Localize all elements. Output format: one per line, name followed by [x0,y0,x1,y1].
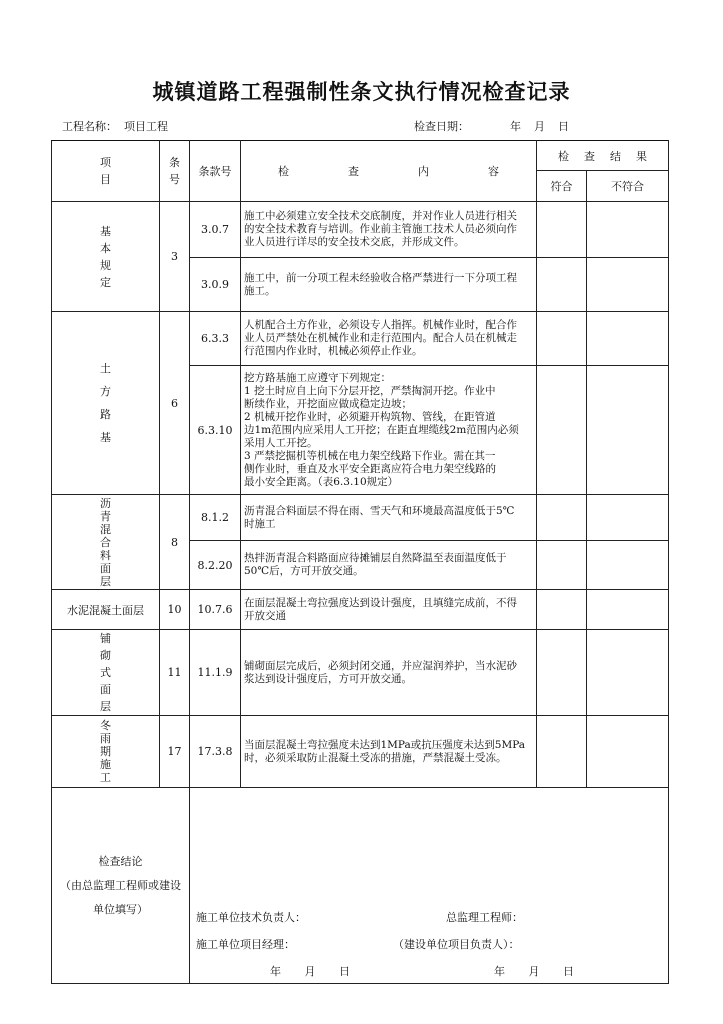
clause-number: 11.1.9 [190,630,241,716]
check-content: 施工中必须建立安全技术交底制度，并对作业人员进行相关 的安全技术教育与培训。作业前主管施工技术人员必须向作 业人员进行详尽的安全技术交底，并形成文件。 [241,202,537,258]
result-fail-cell[interactable] [587,258,669,312]
result-fail-cell[interactable] [587,366,669,495]
header-article: 条 号 [160,141,190,202]
right-date: 年 月 日 [494,965,574,978]
result-pass-cell[interactable] [537,366,587,495]
group-item-paving: 铺 砌 式 面 层 [52,630,160,716]
result-pass-cell[interactable] [537,590,587,630]
check-content: 铺砌面层完成后，必须封闭交通，并应湿润养护，当水泥砂 浆达到设计强度后，方可开放交通。 [241,630,537,716]
result-fail-cell[interactable] [587,716,669,788]
result-pass-cell[interactable] [537,312,587,366]
group-item-concrete: 水泥混凝土面层 [52,590,160,630]
inspection-table [51,140,669,984]
group-article: 17 [160,716,190,788]
result-pass-cell[interactable] [537,202,587,258]
check-date [414,118,569,134]
header-item: 项 目 [52,141,160,202]
clause-number: 6.3.3 [190,312,241,366]
group-article: 3 [160,202,190,312]
clause-number: 17.3.8 [190,716,241,788]
conclusion-label [52,788,190,984]
header-result: 检 查 结 果 [537,141,669,171]
project-name-label: 工程名称： [62,120,117,133]
clause-number: 3.0.9 [190,258,241,312]
check-content: 挖方路基施工应遵守下列规定： 1 挖土时应自上向下分层开挖，严禁掏洞开挖。作业中 断续作业，开挖面应做成稳定边坡； 2 机械开挖作业时，必须避开构筑物、管线，在距管道 边1m范围内应采用人工开挖；在距直埋缆线2m范围内必须 采用人工开挖。 3 严禁挖掘机等机械在电力架空线路下作业。需在其一 侧作业时，垂直及水平安全距离应符合电力架空线路的 最小安全距离。（表6.3.10规定） [241,366,537,495]
check-content: 当面层混凝土弯拉强度未达到1MPa或抗压强度未达到5MPa 时，必须采取防止混凝土受冻的措施，严禁混凝土受冻。 [241,716,537,788]
check-date-label: 检查日期： [414,120,469,133]
conclusion-note: （由总监理工程师或建设单位填写） [60,878,181,916]
clause-number: 3.0.7 [190,202,241,258]
group-item-basic: 基 本 规 定 [52,202,160,312]
check-content: 人机配合土方作业，必须设专人指挥。机械作业时，配合作 业人员严禁处在机械作业和走行范围内。配合人员在机械走 行范围内作业时，机械必须停止作业。 [241,312,537,366]
left-date: 年 月 日 [270,965,350,978]
check-date-month: 月 [534,120,545,133]
result-fail-cell[interactable] [587,495,669,541]
group-item-earthwork: 土 方 路 基 [52,312,160,495]
result-fail-cell[interactable] [587,541,669,590]
check-content: 沥青混合料面层不得在雨、雪天气和环境最高温度低于5℃ 时施工 [241,495,537,541]
header-content: 检 查 内 容 [241,141,537,202]
group-article: 8 [160,495,190,590]
chief-supervisor-label: 总监理工程师： [446,911,523,924]
clause-number: 8.1.2 [190,495,241,541]
check-date-year: 年 [510,120,521,133]
header-pass: 符合 [537,171,587,202]
result-pass-cell[interactable] [537,258,587,312]
group-article: 11 [160,630,190,716]
result-pass-cell[interactable] [537,541,587,590]
clause-number: 8.2.20 [190,541,241,590]
result-fail-cell[interactable] [587,630,669,716]
group-article: 6 [160,312,190,495]
conclusion-title: 检查结论 [98,854,143,868]
tech-lead-label: 施工单位技术负责人： [196,911,306,924]
result-fail-cell[interactable] [587,312,669,366]
result-fail-cell[interactable] [587,590,669,630]
result-pass-cell[interactable] [537,716,587,788]
project-manager-label: 施工单位项目经理： [196,938,295,951]
header-clause: 条款号 [190,141,241,202]
group-item-asphalt: 沥 青 混 合 料 面 层 [52,495,160,590]
group-article: 10 [160,590,190,630]
result-fail-cell[interactable] [587,202,669,258]
project-name-value: 项目工程 [124,120,168,133]
group-item-winter-rainy: 冬 雨 期 施 工 [52,716,160,788]
header-fail: 不符合 [587,171,669,202]
owner-rep-label: （建设单位项目负责人）： [393,938,520,951]
result-pass-cell[interactable] [537,630,587,716]
project-name [62,118,168,134]
check-content: 热拌沥青混合料路面应待摊铺层自然降温至表面温度低于 50℃后，方可开放交通。 [241,541,537,590]
clause-number: 10.7.6 [190,590,241,630]
clause-number: 6.3.10 [190,366,241,495]
conclusion-signatures[interactable] [190,788,669,984]
check-content: 在面层混凝土弯拉强度达到设计强度，且填缝完成前，不得 开放交通 [241,590,537,630]
result-pass-cell[interactable] [537,495,587,541]
check-content: 施工中，前一分项工程未经验收合格严禁进行一下分项工程 施工。 [241,258,537,312]
page-title: 城镇道路工程强制性条文执行情况检查记录 [152,80,571,104]
check-date-day: 日 [558,120,569,133]
